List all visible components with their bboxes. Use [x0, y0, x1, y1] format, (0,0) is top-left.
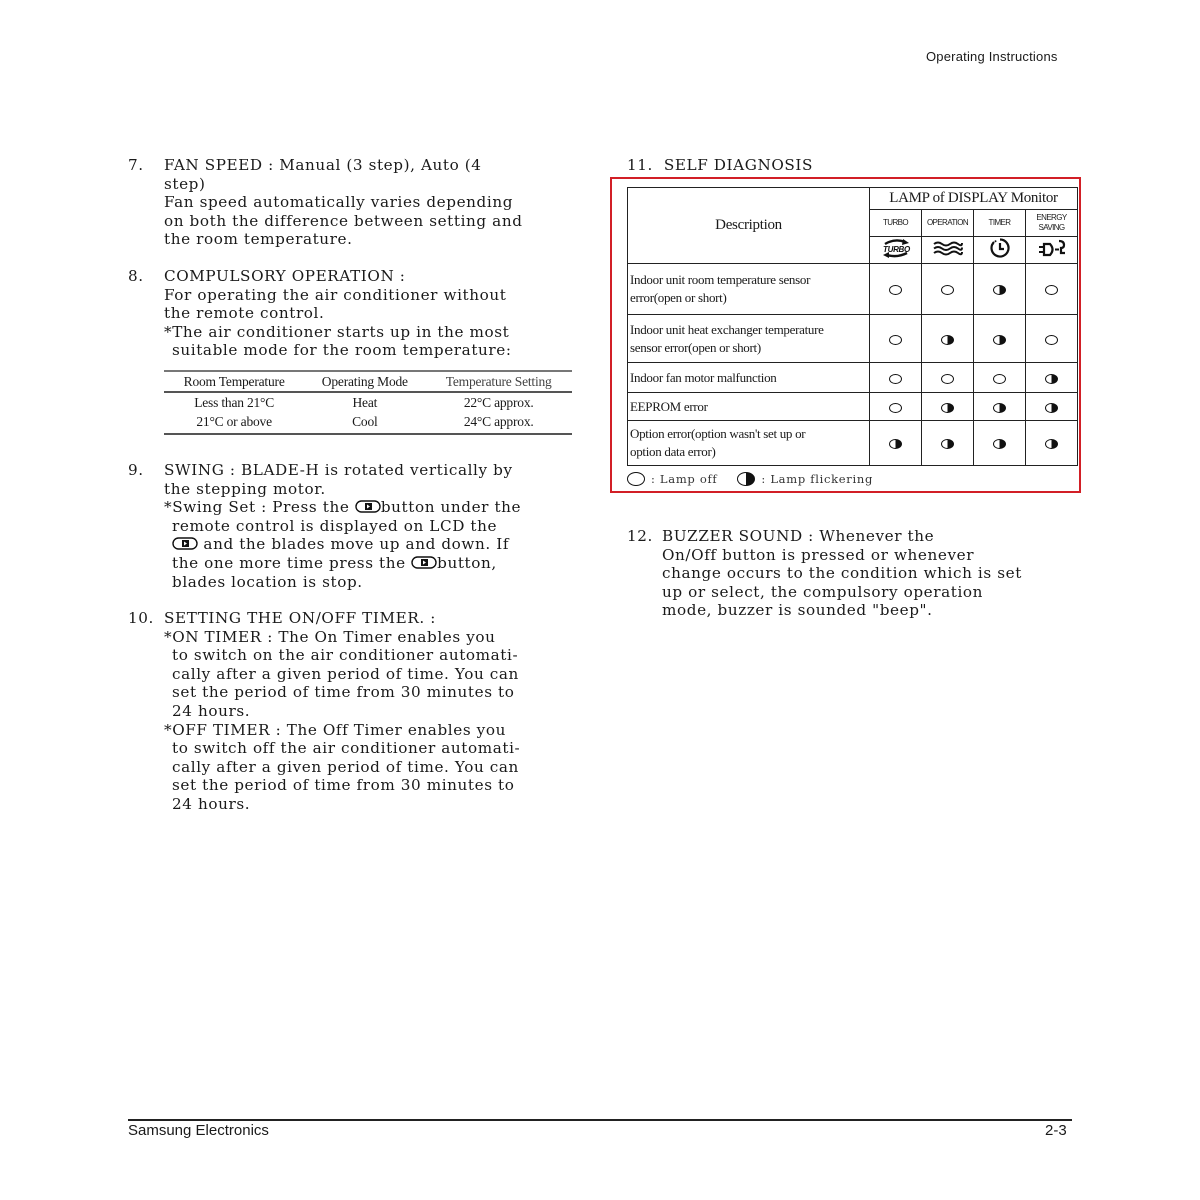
table-cell: Less than 21°C — [194, 394, 275, 410]
turbo-icon — [870, 237, 922, 264]
text-line: on both the difference between setting and — [164, 211, 523, 230]
lamp-cell — [974, 315, 1026, 363]
lamp-label-energy-saving: ENERGY SAVING — [1026, 210, 1078, 237]
description-cell: Indoor unit heat exchanger temperature sensor error(open or short) — [628, 315, 870, 363]
table-row — [628, 264, 1078, 315]
left-column — [128, 156, 583, 832]
description-cell: Indoor fan motor malfunction — [628, 363, 870, 393]
text-line: blades location is stop. — [172, 572, 363, 591]
lamp-cell — [922, 264, 974, 315]
legend-lamp-flickering: : Lamp flickering — [761, 472, 874, 486]
lamp-flickering-icon — [993, 439, 1006, 449]
lamp-off-icon — [627, 472, 645, 486]
text-line: *The air conditioner starts up in the most — [164, 322, 510, 341]
section-title: 11. SELF DIAGNOSIS — [627, 156, 813, 174]
description-header: Description — [628, 188, 870, 264]
table-cell: Heat — [352, 394, 378, 410]
lamp-flickering-icon — [941, 439, 954, 449]
item-heading: FAN SPEED : Manual (3 step), Auto (4 — [164, 156, 482, 174]
description-cell: Indoor unit room temperature sensor error(open or short) — [628, 264, 870, 315]
table-cell: 21°C or above — [164, 412, 304, 434]
self-diagnosis-table — [627, 187, 1078, 466]
item-number: 9. — [128, 460, 144, 479]
lamp-cell — [922, 315, 974, 363]
lamp-off-icon — [941, 285, 954, 295]
item-swing — [128, 461, 583, 591]
text-line: *ON TIMER : The On Timer enables you — [164, 627, 496, 646]
text-line: the one more time press the button, — [172, 553, 497, 572]
lamp-cell — [1026, 264, 1078, 315]
lamp-off-icon — [889, 403, 902, 413]
lamp-flickering-icon — [1045, 439, 1058, 449]
item-heading: BUZZER SOUND : Whenever the — [662, 527, 935, 545]
text-line: set the period of time from 30 minutes to — [172, 776, 515, 795]
item-number: 12. — [627, 527, 653, 545]
lamp-off-icon — [889, 374, 902, 384]
text-line: cally after a given period of time. You can — [172, 664, 519, 683]
swing-button-icon — [411, 555, 437, 568]
text-line: 24 hours. — [172, 702, 251, 721]
table-row — [164, 392, 572, 412]
text-line: the stepping motor. — [164, 479, 326, 498]
swing-button-icon — [355, 499, 381, 512]
text-line: change occurs to the condition which is set — [662, 564, 1022, 583]
lamp-label-turbo: TURBO — [870, 210, 922, 237]
lamp-flickering-icon — [941, 403, 954, 413]
text-line: set the period of time from 30 minutes to — [172, 683, 515, 702]
table-cell: 24°C approx. — [425, 412, 572, 434]
lamp-cell — [870, 421, 922, 466]
text-line: the remote control. — [164, 304, 325, 323]
operation-waves-icon — [922, 237, 974, 264]
lamp-off-icon — [1045, 285, 1058, 295]
text-line: to switch on the air conditioner automati- — [172, 646, 519, 665]
item-heading: COMPULSORY OPERATION : — [164, 266, 406, 285]
lamp-header: LAMP of DISPLAY Monitor — [870, 188, 1078, 210]
lamp-cell — [870, 363, 922, 393]
table-row — [628, 393, 1078, 421]
lamp-legend — [627, 472, 873, 486]
lamp-flickering-icon — [941, 335, 954, 345]
running-header: Operating Instructions — [926, 49, 1058, 64]
text-line: the room temperature. — [164, 230, 353, 249]
text-line: up or select, the compulsory operation — [662, 582, 984, 601]
lamp-flickering-icon — [993, 285, 1006, 295]
energy-saving-plug-icon — [1026, 237, 1078, 264]
lamp-cell — [1026, 421, 1078, 466]
lamp-cell — [870, 315, 922, 363]
lamp-cell — [974, 363, 1026, 393]
text-line: *Swing Set : Press the button under the — [164, 498, 522, 517]
item-compulsory-operation — [128, 267, 583, 435]
column-header: Room Temperature — [164, 371, 304, 392]
lamp-cell — [922, 363, 974, 393]
lamp-label-timer: TIMER — [974, 210, 1026, 237]
text-line: For operating the air conditioner without — [164, 285, 507, 304]
lamp-cell — [1026, 315, 1078, 363]
timer-clock-icon — [974, 237, 1026, 264]
description-cell: EEPROM error — [628, 393, 870, 421]
lamp-cell — [922, 421, 974, 466]
lamp-cell — [974, 393, 1026, 421]
compulsory-mode-table — [164, 370, 572, 435]
text-line: 24 hours. — [172, 795, 251, 814]
page-number: 2-3 — [1045, 1122, 1067, 1139]
text-line: to switch off the air conditioner automati- — [172, 739, 521, 758]
text-line: On/Off button is pressed or whenever — [662, 545, 975, 564]
table-row — [164, 412, 572, 434]
text-line: cally after a given period of time. You can — [172, 757, 519, 776]
column-header: Operating Mode — [304, 371, 425, 392]
text-line: mode, buzzer is sounded "beep". — [662, 601, 933, 620]
table-row — [628, 315, 1078, 363]
lamp-cell — [974, 421, 1026, 466]
lamp-cell — [1026, 393, 1078, 421]
text-line: remote control is displayed on LCD the — [172, 516, 498, 535]
lamp-cell — [1026, 363, 1078, 393]
legend-lamp-off: : Lamp off — [651, 472, 718, 486]
lamp-cell — [870, 264, 922, 315]
lamp-off-icon — [889, 285, 902, 295]
text-line: Fan speed automatically varies depending — [164, 193, 514, 212]
item-number: 8. — [128, 266, 144, 285]
lamp-flickering-icon — [1045, 374, 1058, 384]
lamp-off-icon — [941, 374, 954, 384]
lamp-flickering-icon — [737, 472, 755, 486]
item-fan-speed — [128, 156, 583, 249]
item-number: 7. — [128, 156, 144, 174]
item-heading: SWING : BLADE-H is rotated vertically by — [164, 460, 513, 479]
table-row — [628, 421, 1078, 466]
lamp-flickering-icon — [993, 335, 1006, 345]
lamp-flickering-icon — [993, 403, 1006, 413]
item-number: 10. — [128, 609, 154, 628]
lamp-flickering-icon — [889, 439, 902, 449]
lamp-cell — [922, 393, 974, 421]
lamp-cell — [974, 264, 1026, 315]
item-heading: SETTING THE ON/OFF TIMER. : — [164, 609, 436, 628]
column-header: Temperature Setting — [425, 371, 572, 392]
footer-rule — [128, 1119, 1072, 1121]
lamp-off-icon — [889, 335, 902, 345]
table-cell: 22°C approx. — [463, 394, 534, 410]
text-line: *OFF TIMER : The Off Timer enables you — [164, 720, 506, 739]
swing-button-icon — [172, 536, 198, 549]
lamp-off-icon — [993, 374, 1006, 384]
description-cell: Option error(option wasn't set up or option data error) — [628, 421, 870, 466]
footer-company: Samsung Electronics — [128, 1122, 269, 1139]
text-line: suitable mode for the room temperature: — [172, 341, 512, 360]
item-buzzer-sound — [627, 527, 1087, 620]
table-row — [628, 363, 1078, 393]
lamp-off-icon — [1045, 335, 1058, 345]
text-line: step) — [164, 174, 206, 193]
svg-text:TURBO: TURBO — [882, 245, 910, 254]
lamp-label-operation: OPERATION — [922, 210, 974, 237]
lamp-cell — [870, 393, 922, 421]
lamp-flickering-icon — [1045, 403, 1058, 413]
item-timer — [128, 609, 583, 814]
text-line: and the blades move up and down. If — [164, 535, 583, 554]
table-cell: Cool — [304, 412, 425, 434]
